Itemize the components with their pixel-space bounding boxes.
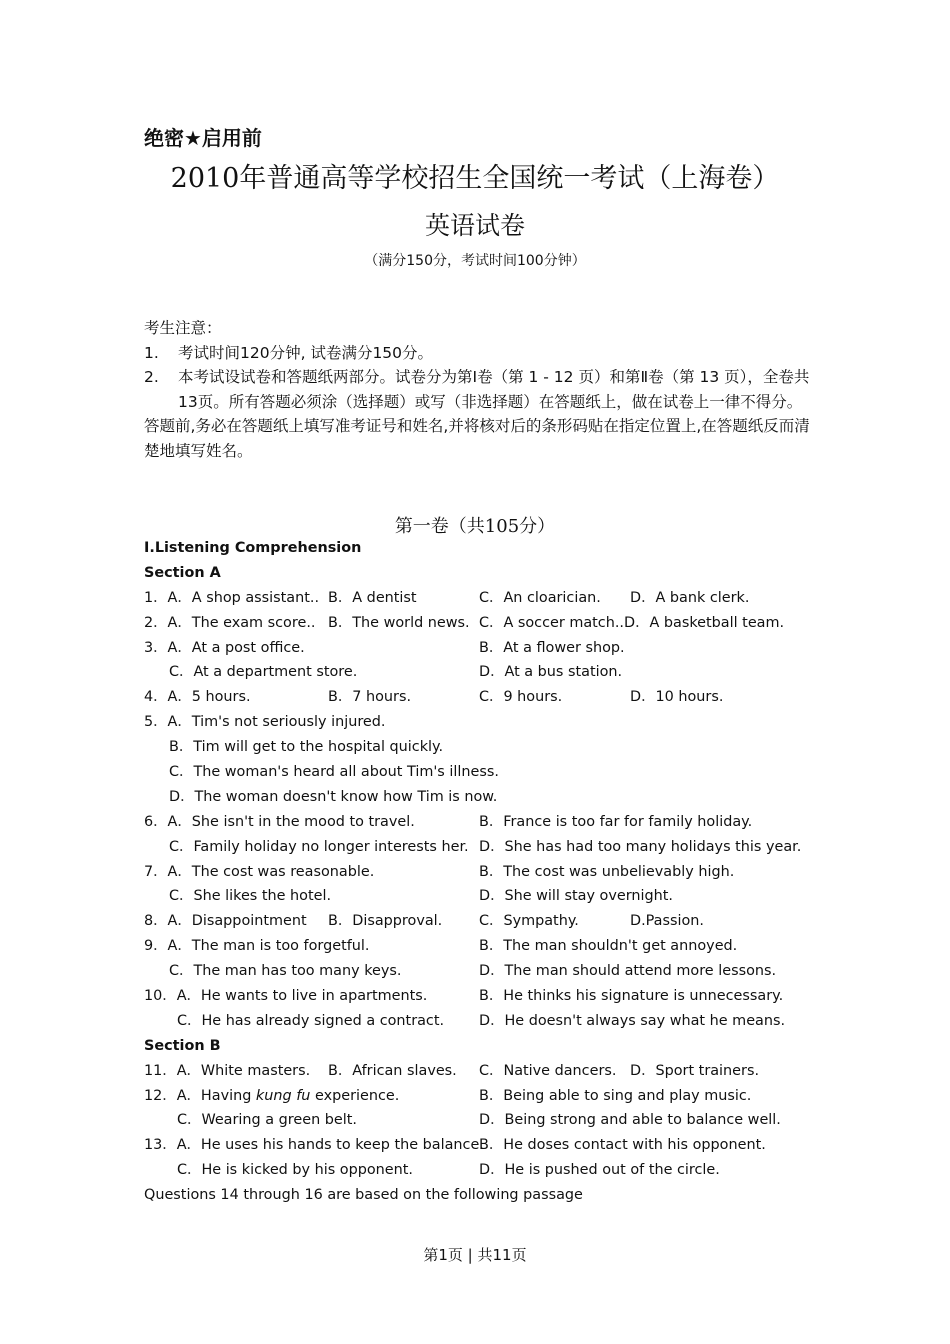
question-10: 10．A．He wants to live in apartments. B．He thinks his signature is unnecessary. [144,988,784,1005]
question-9-cont: C．The man has too many keys. D．The man should attend more lessons. [169,963,777,980]
question-12-cont: C．Wearing a green belt. D．Being strong and able to balance well. [177,1112,781,1129]
notice-extra: 答题前,务必在答题纸上填写准考证号和姓名,并将核对后的条形码贴在指定位置上,在答题纸反而清楚地填写姓名。 [144,417,810,460]
question-5-d: D．The woman doesn't know how Tim is now. [169,788,498,805]
question-12: 12．A．Having kung fu experience. B．Being able to sing and play music. [144,1087,752,1104]
question-9: 9．A．The man is too forgetful. B．The man shouldn't get annoyed. [144,938,738,955]
question-7: 7．A．The cost was reasonable. B．The cost was unbelievably high. [144,863,735,880]
exam-subtitle: 英语试卷 [424,211,525,240]
question-13: 13．A．He uses his hands to keep the balance. B．He doses contact with his opponent. [144,1137,766,1154]
question-6-cont: C．Family holiday no longer interests her. D．She has had too many holidays this year. [169,838,802,855]
question-5: 5．A．Tim's not seriously injured. [144,714,386,731]
section-b-title: Section B [144,1037,221,1054]
question-2: 2．A．The exam score.. B．The world news. C．A soccer match.. D．A basketball team. [144,614,785,631]
passage-note: Questions 14 through 16 are based on the following passage [144,1187,583,1204]
exam-meta: （满分150分，考试时间100分钟） [364,253,586,269]
question-11: 11．A．White masters. B．African slaves. C．Native dancers. D．Sport trainers. [144,1062,760,1079]
notice-heading: 考生注意： [144,319,222,337]
question-3: 3．A．At a post office. B．At a flower shop. [144,639,625,656]
notice-item: 2. 本考试设试卷和答题纸两部分。试卷分为第Ⅰ卷（第 1 - 12 页）和第Ⅱ卷（第 13 页），全卷共13页。所有答题必须涂（选择题）或写（非选择题）在答题纸上，做在试卷上一律不得分。 [144,368,810,411]
question-4: 4．A．5 hours. B．7 hours. C．9 hours. D．10 hours. [144,689,724,706]
question-13-cont: C．He is kicked by his opponent. D．He is pushed out of the circle. [177,1162,720,1179]
question-6: 6．A．She isn't in the mood to travel. B．France is too far for family holiday. [144,813,753,830]
question-1: 1．A．A shop assistant.. B．A dentist C．An cloarician. D．A bank clerk. [144,589,750,606]
listening-section [144,536,824,1208]
section-a-title: Section A [144,564,221,581]
exam-title: 2010年普通高等学校招生全国统一考试（上海卷） [170,163,780,194]
part-title: Ⅰ.Listening Comprehension [144,540,362,556]
volume-title: 第一卷（共105分） [394,516,556,537]
confidential-mark: 绝密★启用前 [144,126,262,150]
question-7-cont: C．She likes the hotel. D．She will stay overnight. [169,888,673,905]
question-5-b: B．Tim will get to the hospital quickly. [169,739,444,756]
question-10-cont: C．He has already signed a contract. D．He doesn't always say what he means. [177,1012,786,1029]
question-5-c: C．The woman's heard all about Tim's illness. [169,764,499,781]
question-8: 8．A．Disappointment B．Disapproval. C．Sympathy. D.Passion. [144,913,704,930]
candidate-notice [144,316,814,463]
page-footer: 第1页 | 共11页 [423,1246,527,1264]
question-3-cont: C．At a department store. D．At a bus station. [169,664,623,681]
notice-item: 1. 考试时间120分钟, 试卷满分150分。 [144,343,434,362]
